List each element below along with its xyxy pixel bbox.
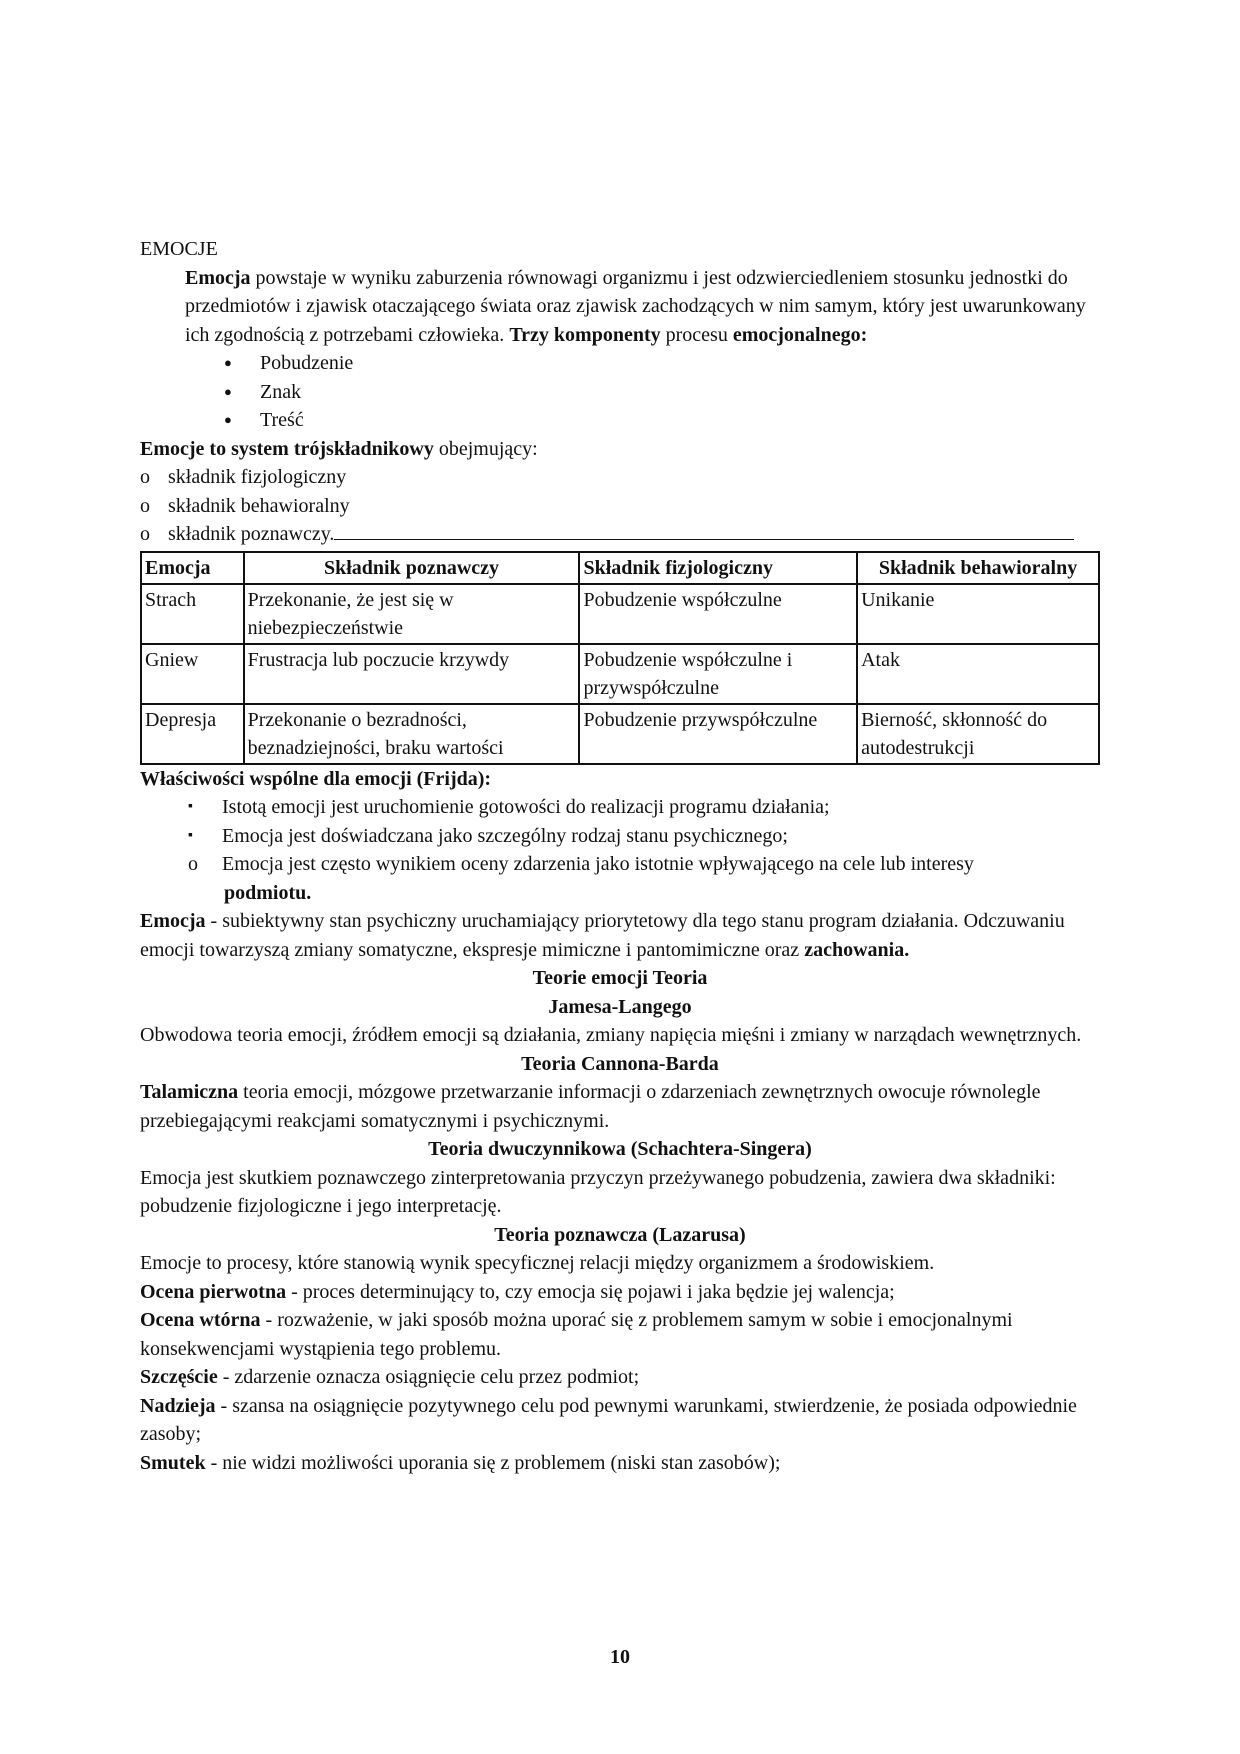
table-cell: Atak: [857, 644, 1099, 704]
intro-paragraph: [185, 264, 1100, 350]
theory-text: Obwodowa teoria emocji, źródłem emocji są działania, zmiany napięcia mięśni i zmiany w narządach wewnętrznych.: [140, 1024, 1082, 1046]
emotions-table: [140, 551, 1100, 765]
list-item: o składnik fizjologiczny: [140, 463, 1100, 492]
theory-heading-2: [140, 993, 1100, 1022]
list-item: ● Treść: [224, 406, 1100, 435]
term-label: Smutek: [140, 1451, 206, 1474]
table-cell: Przekonanie o bezradności, beznadziejności, braku wartości: [244, 704, 580, 764]
intro-text: powstaje w wyniku zaburzenia równowagi organizmu i jest odzwierciedleniem stosunku jednostki do przedmiotów i zjawisk otaczającego świata oraz zjawisk zachodzących w nim samym, który jest uwarunkowany ich zgodnością z potrzebami człowieka.: [185, 266, 1086, 346]
term-definition: [140, 1449, 1100, 1478]
theory-text-body: teoria emocji, mózgowe przetwarzanie informacji o zdarzeniach zewnętrznych owocuje równolegle przebiegającymi reakcjami somatycznymi i psychicznymi.: [140, 1081, 1041, 1132]
list-item: o składnik behawioralny: [140, 492, 1100, 521]
page-title: EMOCJE: [140, 238, 218, 260]
table-cell: Strach: [141, 584, 244, 644]
table-cell: Gniew: [141, 644, 244, 704]
table-cell: Depresja: [141, 704, 244, 764]
list-item: ● Znak: [224, 378, 1100, 407]
frijda-heading-text: Właściwości wspólne dla emocji (Frijda):: [140, 767, 492, 790]
definition-text: - subiektywny stan psychiczny uruchamiający priorytetowy dla tego stanu program działania. Odczuwaniu emocji towarzyszą zmiany somatyczne, ekspresje mimiczne i pantomimiczne oraz: [140, 910, 1065, 961]
term-text: - nie widzi możliwości uporania się z problemem (niski stan zasobów);: [205, 1451, 781, 1474]
table-header: Składnik behawioralny: [857, 552, 1099, 584]
theory-heading: [140, 1221, 1100, 1250]
table-cell: Unikanie: [857, 584, 1099, 644]
intro-term: Emocja: [185, 266, 251, 289]
theory-text: Emocje to procesy, które stanowią wynik specyficznej relacji między organizmem a środowiskiem.: [140, 1252, 935, 1274]
term-text: - zdarzenie oznacza osiągnięcie celu przez podmiot;: [217, 1366, 640, 1388]
term-definition: [140, 1363, 1100, 1392]
theory-heading-text: Teoria poznawcza (Lazarusa): [494, 1223, 746, 1246]
components-list: [224, 349, 1100, 435]
document-page: [140, 235, 1100, 1477]
term-definition: [140, 1306, 1100, 1363]
table-row: [141, 704, 1099, 764]
term-text: - proces determinujący to, czy emocja się pojawi i jaka będzie jej walencja;: [286, 1280, 895, 1303]
table-cell: Przekonanie, że jest się w niebezpieczeństwie: [244, 584, 580, 644]
table-row: [141, 584, 1099, 644]
list-item: o Emocja jest często wynikiem oceny zdarzenia jako istotnie wpływającego na cele lub interesy: [188, 850, 1100, 879]
frijda-list: [188, 793, 1100, 879]
intro-bold2: Trzy komponenty: [509, 323, 661, 346]
intro-bold3: emocjonalnego:: [732, 323, 868, 346]
theory-heading: [140, 964, 1100, 993]
theory-heading2-text: Jamesa-Langego: [548, 995, 692, 1018]
definition-term: Emocja: [140, 910, 206, 932]
term-label: Szczęście: [140, 1366, 218, 1388]
table-header: Składnik poznawczy: [244, 552, 580, 584]
frijda-tail: [224, 879, 1100, 908]
term-definition: [140, 1278, 1100, 1307]
list-item: ● Pobudzenie: [224, 349, 1100, 378]
theory-heading-text: Teoria Cannona-Barda: [521, 1052, 719, 1075]
theory-lead: Talamiczna: [140, 1081, 239, 1103]
term-text: - szansa na osiągnięcie pozytywnego celu pod pewnymi warunkami, stwierdzenie, że posiada odpowiednie zasoby;: [140, 1394, 1077, 1445]
page-number: 10: [610, 1646, 630, 1668]
table-row: [141, 644, 1099, 704]
underline-rule: [334, 539, 1074, 540]
table-cell: Pobudzenie współczulne: [579, 584, 857, 644]
system-text: obejmujący:: [433, 437, 538, 460]
theory-heading: [140, 1050, 1100, 1079]
term-label: Nadzieja: [140, 1394, 216, 1417]
table-header: Emocja: [141, 552, 244, 584]
term-label: Ocena wtórna: [140, 1309, 261, 1331]
table-cell: Frustracja lub poczucie krzywdy: [244, 644, 580, 704]
system-bold: Emocje to system trójskładnikowy: [140, 437, 434, 460]
theory-heading-text: Teoria dwuczynnikowa (Schachtera-Singera): [428, 1138, 812, 1160]
term-definition: [140, 1392, 1100, 1449]
definition-tail: zachowania.: [804, 938, 910, 961]
list-item: ▪ Emocja jest doświadczana jako szczególny rodzaj stanu psychicznego;: [188, 822, 1100, 851]
list-item: ▪ Istotą emocji jest uruchomienie gotowości do realizacji programu działania;: [188, 793, 1100, 822]
frijda-heading: [140, 765, 1100, 794]
table-header-row: [141, 552, 1099, 584]
term-label: Ocena pierwotna: [140, 1280, 287, 1303]
system-line: [140, 435, 1100, 464]
table-cell: Pobudzenie współczulne i przywspółczulne: [579, 644, 857, 704]
system-list: [140, 463, 1100, 549]
intro-text2: procesu: [660, 323, 733, 346]
theory-text: Emocja jest skutkiem poznawczego zinterpretowania przyczyn przeżywanego pobudzenia, zawiera dwa składniki: pobudzenie fizjologiczne i jego interpretację.: [140, 1166, 1056, 1217]
theory-text: [140, 1078, 1100, 1135]
theory-heading-text: Teorie emocji Teoria: [532, 967, 708, 989]
frijda-tail-text: podmiotu.: [224, 881, 312, 904]
table-cell: Bierność, skłonność do autodestrukcji: [857, 704, 1099, 764]
theory-heading: [140, 1135, 1100, 1164]
table-cell: Pobudzenie przywspółczulne: [579, 704, 857, 764]
list-item-text: składnik poznawczy.: [168, 523, 335, 545]
list-item: [140, 520, 1100, 549]
definition-paragraph: [140, 907, 1100, 964]
table-header: Składnik fizjologiczny: [579, 552, 857, 584]
term-text: - rozważenie, w jaki sposób można uporać się z problemem samym w sobie i emocjonalnymi konsekwencjami wystąpienia tego problemu.: [140, 1309, 1013, 1360]
